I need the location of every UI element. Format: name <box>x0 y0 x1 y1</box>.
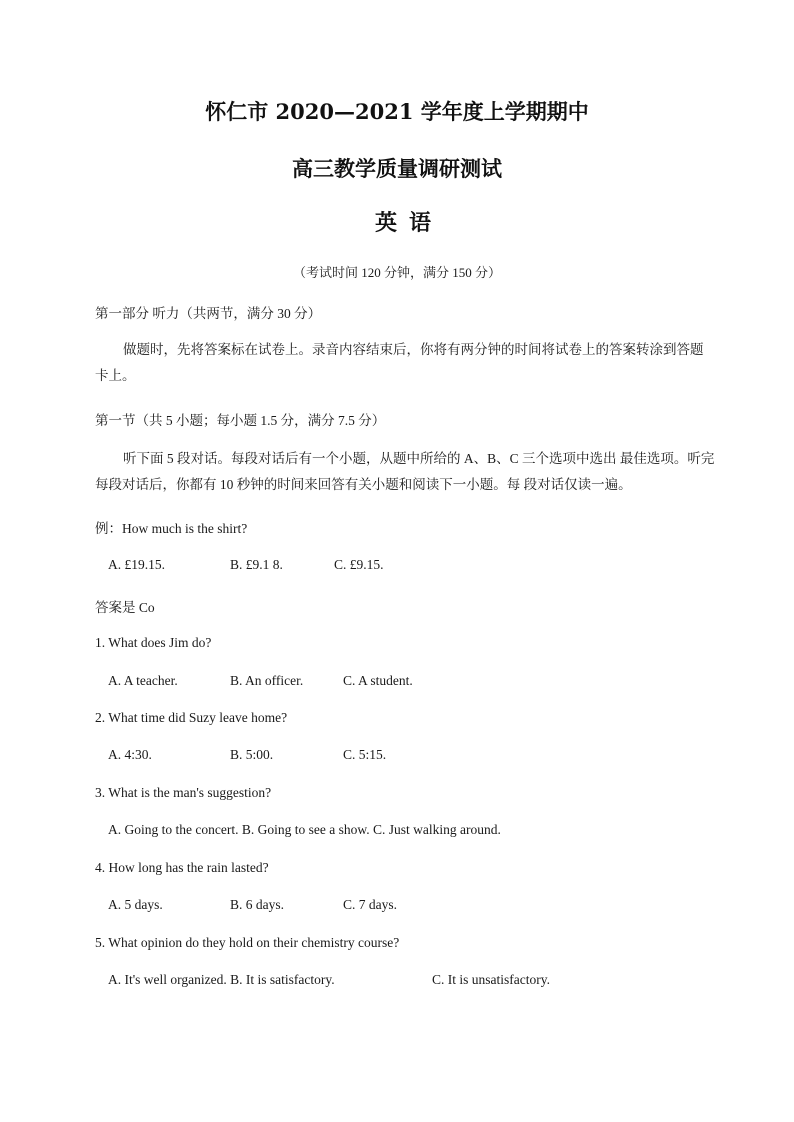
section1-instruction: 听下面 5 段对话。每段对话后有一个小题，从题中所给的 A、B、C 三个选项中选出 最佳选项。听完每段对话后，你都有 10 秒钟的时间来回答有关小题和阅读下一小题。每 段对话仅读一遍。 <box>95 451 715 492</box>
section1-heading: 第一节（共 5 小题；每小题 1.5 分，满分 7.5 分） <box>95 413 386 428</box>
question-2: 2. What time did Suzy leave home? <box>95 710 288 725</box>
example-option-c: C. £9.15. <box>334 557 384 572</box>
question-1-option-b: B. An officer. <box>230 673 304 688</box>
question-4-option-b: B. 6 days. <box>230 897 284 912</box>
example-option-b: B. £9.1 8. <box>230 557 283 572</box>
exam-title-line1: 怀仁市 2020—2021 学年度上学期期中 <box>205 99 589 124</box>
question-4-option-c: C. 7 days. <box>343 897 397 912</box>
example-answer: 答案是 Co <box>95 600 155 615</box>
exam-title-line2: 高三教学质量调研测试 <box>292 156 502 181</box>
question-2-option-b: B. 5:00. <box>230 747 274 762</box>
example-option-a: A. £19.15. <box>108 557 165 572</box>
question-1-option-c: C. A student. <box>343 673 413 688</box>
question-5-option-c: C. It is unsatisfactory. <box>432 972 550 987</box>
question-1-option-a: A. A teacher. <box>108 673 178 688</box>
example-question: 例：How much is the shirt? <box>95 521 248 536</box>
question-4-option-a: A. 5 days. <box>108 897 163 912</box>
part1-heading: 第一部分 听力（共两节，满分 30 分） <box>95 306 322 321</box>
question-2-option-a: A. 4:30. <box>108 747 152 762</box>
question-4: 4. How long has the rain lasted? <box>95 860 269 875</box>
part1-instruction: 做题时，先将答案标在试卷上。录音内容结束后，你将有两分钟的时间将试卷上的答案转涂到答题卡上。 <box>95 342 704 383</box>
exam-subject: 英语 <box>374 210 443 236</box>
question-3: 3. What is the man's suggestion? <box>95 785 272 800</box>
question-5-options-ab: A. It's well organized. B. It is satisfactory. <box>108 972 335 987</box>
question-5: 5. What opinion do they hold on their chemistry course? <box>95 935 400 950</box>
exam-info: （考试时间 120 分钟，满分 150 分） <box>292 265 501 280</box>
question-1: 1. What does Jim do? <box>95 635 212 650</box>
question-3-options: A. Going to the concert. B. Going to see a show. C. Just walking around. <box>108 822 501 837</box>
question-2-option-c: C. 5:15. <box>343 747 387 762</box>
